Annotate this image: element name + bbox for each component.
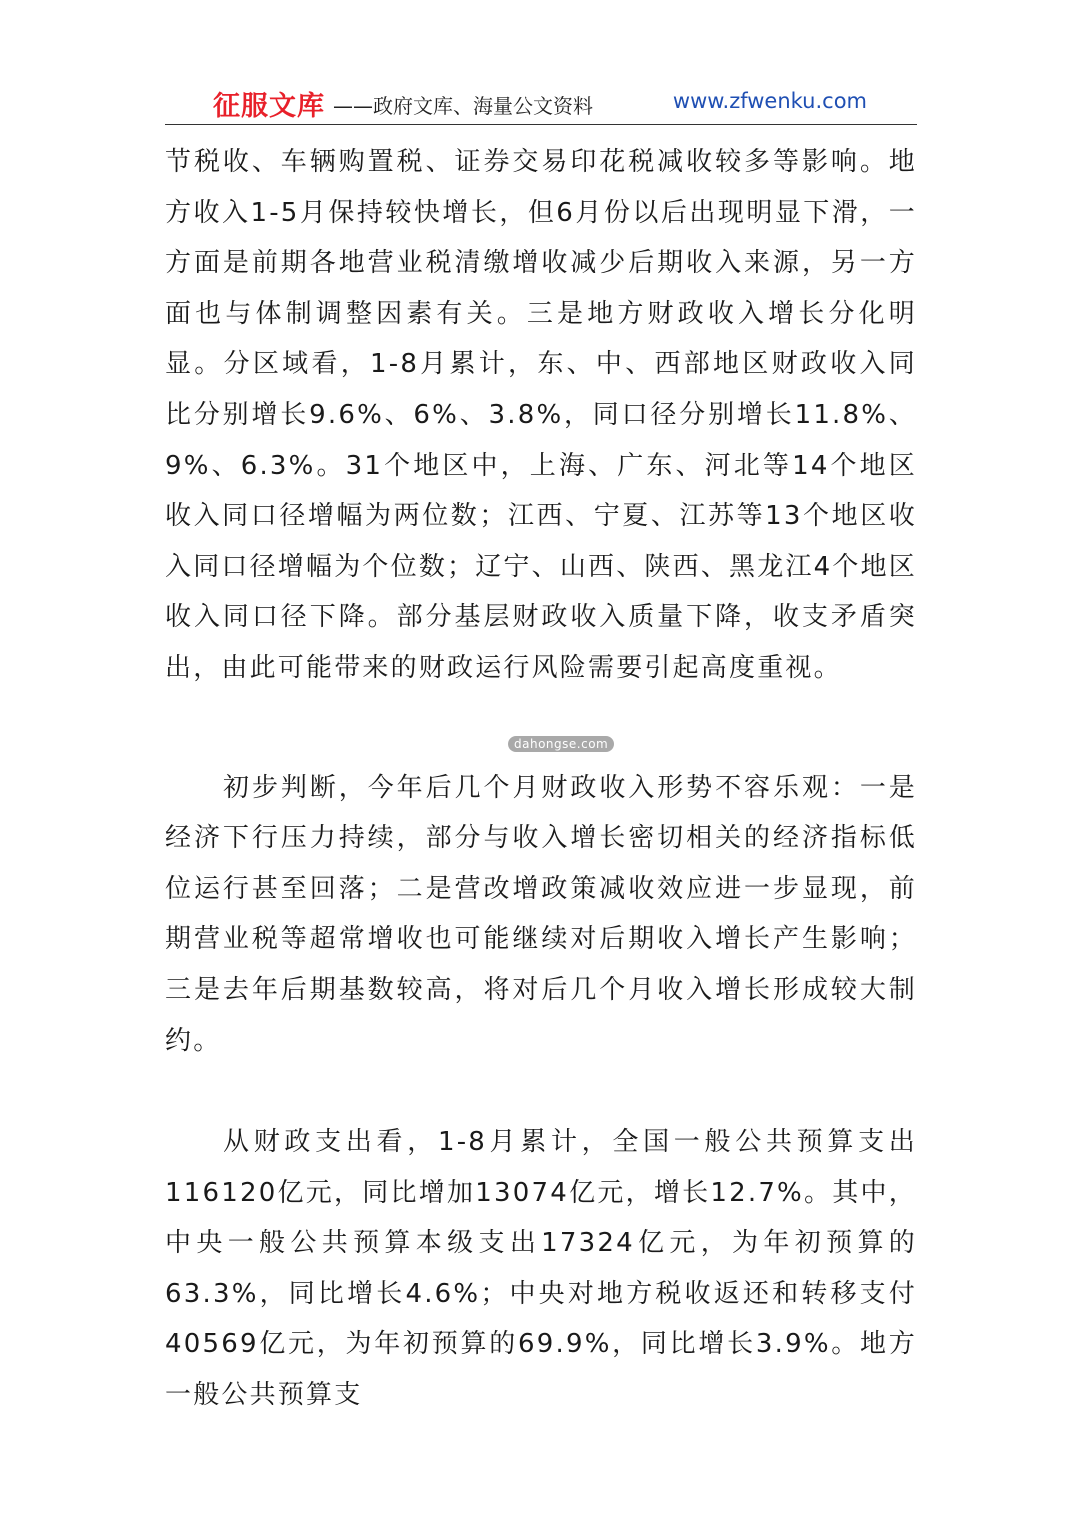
header-site-link[interactable]: www.zfwenku.com: [672, 89, 867, 113]
paragraph-3: 从财政支出看，1-8月累计，全国一般公共预算支出116120亿元，同比增加13074亿元，增长12.7%。其中，中央一般公共预算本级支出17324亿元，为年初预算的63.3%，同比增长4.6%；中央对地方税收返还和转移支付40569亿元，为年初预算的69.9%，同比增长3.9%。地方一般公共预算支: [165, 1127, 917, 1411]
paragraph-spacer: [165, 1066, 917, 1117]
paragraph-1: 节税收、车辆购置税、证券交易印花税减收较多等影响。地方收入1-5月保持较快增长，但6月份以后出现明显下滑，一方面是前期各地营业税清缴增收减少后期收入来源，另一方面也与体制调整因素有关。三是地方财政收入增长分化明显。分区域看，1-8月累计，东、中、西部地区财政收入同比分别增长9.6%、6%、3.8%，同口径分别增长11.8%、9%、6.3%。31个地区中，上海、广东、河北等14个地区收入同口径增幅为两位数；江西、宁夏、江苏等13个地区收入同口径增幅为个位数；辽宁、山西、陕西、黑龙江4个地区收入同口径下降。部分基层财政收入质量下降，收支矛盾突出，由此可能带来的财政运行风险需要引起高度重视。: [165, 147, 917, 683]
document-body: [165, 137, 917, 1421]
paragraph-2: 初步判断，今年后几个月财政收入形势不容乐观：一是经济下行压力持续，部分与收入增长密切相关的经济指标低位运行甚至回落；二是营改增政策减收效应进一步显现，前期营业税等超常增收也可能继续对后期收入增长产生影响；三是去年后期基数较高，将对后几个月收入增长形成较大制约。: [165, 772, 917, 1056]
header-tagline: ——政府文库、海量公文资料: [333, 94, 593, 118]
watermark-badge: dahongse.com: [508, 736, 614, 752]
page-header: [165, 84, 917, 125]
brand-logo-text: 征服文库: [213, 91, 325, 122]
paragraph-spacer: [165, 694, 917, 763]
